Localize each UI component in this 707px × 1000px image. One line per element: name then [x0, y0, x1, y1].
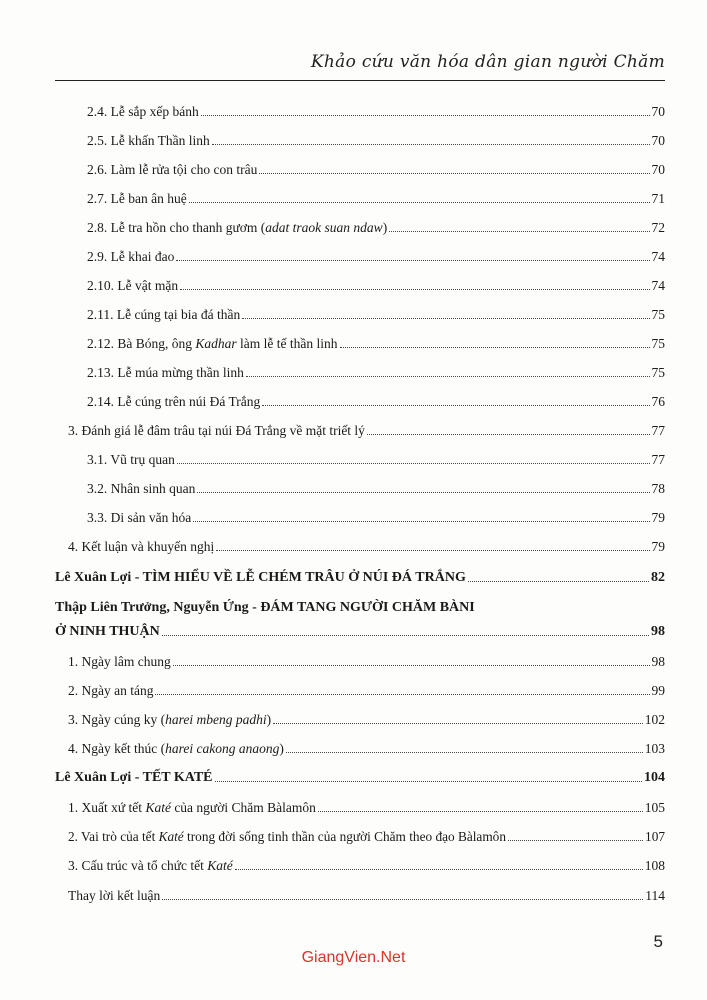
toc-entry-label: 4. Ngày kết thúc (harei cakong anaong) — [68, 741, 284, 756]
toc-chapter-page: 104 — [644, 770, 665, 785]
dot-leader — [216, 550, 649, 551]
toc-chapter-page: 82 — [651, 570, 665, 585]
toc-entry — [87, 336, 665, 352]
toc-chapter-label: Lê Xuân Lợi - TÌM HIỂU VỀ LỄ CHÉM TRÂU Ở NÚI ĐÁ TRẮNG — [55, 570, 466, 585]
dot-leader — [215, 781, 642, 782]
toc-entry-label: 4. Kết luận và khuyến nghị — [68, 539, 215, 554]
toc-chapter — [55, 770, 665, 786]
toc-entry-page: 102 — [644, 712, 665, 727]
toc-chapter — [55, 624, 665, 640]
toc-entry-page: 107 — [645, 829, 665, 844]
header-rule — [55, 80, 665, 81]
toc-entry-label: 2.6. Làm lễ rửa tội cho con trâu — [87, 162, 258, 177]
toc-entry-label: 3.2. Nhân sinh quan — [87, 481, 196, 496]
toc-entry-page: 98 — [651, 654, 665, 669]
toc-entry-page: 75 — [651, 307, 665, 322]
toc-entry — [87, 104, 665, 120]
toc-entry — [68, 654, 665, 670]
toc-entry-page: 75 — [651, 365, 665, 380]
toc-entry-label: 2.9. Lễ khai đao — [87, 249, 175, 264]
toc-entry-page: 78 — [651, 481, 665, 496]
toc-chapter-line1 — [55, 600, 475, 616]
dot-leader — [180, 289, 649, 290]
toc-entry-label: 1. Xuất xứ tết Katé của người Chăm Bàlamôn — [68, 800, 316, 815]
toc-entry — [87, 278, 665, 294]
toc-chapter — [55, 570, 665, 586]
toc-entry — [68, 888, 665, 904]
toc-entry-label: 2. Ngày an táng — [68, 683, 154, 698]
page-number: 5 — [653, 932, 663, 951]
toc-entry — [87, 162, 665, 178]
toc-entry-label: 2.10. Lễ vật mặn — [87, 278, 179, 293]
toc-entry-page: 70 — [651, 162, 665, 177]
toc-entry-page: 72 — [651, 220, 665, 235]
toc-entry-label: Thay lời kết luận — [68, 888, 161, 903]
toc-entry-label: 3. Ngày cúng ky (harei mbeng padhi) — [68, 712, 272, 727]
dot-leader — [193, 521, 649, 522]
dot-leader — [468, 581, 649, 582]
toc-entry — [68, 539, 665, 555]
toc-entry-label: 2.4. Lễ sắp xếp bánh — [87, 104, 199, 119]
toc-entry-label: 2.12. Bà Bóng, ông Kadhar làm lễ tế thần linh — [87, 336, 338, 351]
toc-entry — [87, 249, 665, 265]
toc-entry-page: 75 — [651, 336, 665, 351]
toc-entry-page: 70 — [651, 133, 665, 148]
toc-chapter-label: Lê Xuân Lợi - TẾT KATÉ — [55, 770, 213, 785]
dot-leader — [286, 752, 643, 753]
toc-entry-label: 3. Cấu trúc và tổ chức tết Katé — [68, 858, 233, 873]
running-header-title: Khảo cứu văn hóa dân gian người Chăm — [310, 52, 665, 72]
toc-entry-label: 2.11. Lễ cúng tại bia đá thần — [87, 307, 241, 322]
toc-entry — [68, 800, 665, 816]
toc-entry-page: 79 — [651, 510, 665, 525]
toc-entry-page: 105 — [644, 800, 665, 815]
toc-entry-page: 76 — [651, 394, 665, 409]
toc-entry — [87, 191, 665, 207]
toc-entry — [87, 133, 665, 149]
dot-leader — [259, 173, 649, 174]
dot-leader — [212, 144, 650, 145]
dot-leader — [389, 231, 649, 232]
toc-entry — [68, 858, 665, 874]
toc-entry-label: 2.5. Lễ khấn Thần linh — [87, 133, 210, 148]
toc-entry-page: 108 — [644, 858, 665, 873]
toc-entry — [87, 220, 665, 236]
dot-leader — [367, 434, 650, 435]
dot-leader — [177, 463, 650, 464]
toc-entry-page: 71 — [651, 191, 665, 206]
toc-entry — [87, 394, 665, 410]
toc-entry — [87, 510, 665, 526]
dot-leader — [176, 260, 649, 261]
toc-entry — [87, 481, 665, 497]
toc-entry-page: 77 — [651, 452, 665, 467]
toc-chapter-label: Ở NINH THUẬN — [55, 624, 160, 639]
dot-leader — [318, 811, 643, 812]
toc-entry — [68, 829, 665, 845]
dot-leader — [189, 202, 650, 203]
toc-entry-page: 74 — [651, 249, 665, 264]
dot-leader — [246, 376, 650, 377]
toc-entry — [68, 683, 665, 699]
toc-entry-page: 114 — [645, 888, 665, 903]
toc-entry-page: 79 — [651, 539, 665, 554]
toc-entry-page: 77 — [651, 423, 665, 438]
dot-leader — [162, 899, 643, 900]
toc-entry-label: 2. Vai trò của tết Katé trong đời sống tinh thần của người Chăm theo đạo Bàlamôn — [68, 829, 506, 844]
dot-leader — [273, 723, 643, 724]
toc-entry-label: 2.8. Lễ tra hồn cho thanh gươm (adat traok suan ndaw) — [87, 220, 388, 235]
toc-entry — [68, 712, 665, 728]
dot-leader — [235, 869, 643, 870]
toc-entry-label: 3.3. Di sản văn hóa — [87, 510, 192, 525]
dot-leader — [173, 665, 650, 666]
dot-leader — [340, 347, 650, 348]
watermark-text: GiangVien.Net — [301, 949, 406, 966]
toc-entry-page: 99 — [651, 683, 665, 698]
toc-chapter-label: Thập Liên Trưởng, Nguyễn Ứng - ĐÁM TANG NGƯỜI CHĂM BÀNI — [55, 600, 475, 615]
dot-leader — [201, 115, 650, 116]
dot-leader — [155, 694, 649, 695]
toc-entry-label: 3.1. Vũ trụ quan — [87, 452, 175, 467]
dot-leader — [197, 492, 649, 493]
toc-entry-label: 3. Đánh giá lễ đâm trâu tại núi Đá Trắng về mặt triết lý — [68, 423, 365, 438]
toc-entry — [68, 741, 665, 757]
toc-entry-label: 2.13. Lễ múa mừng thần linh — [87, 365, 244, 380]
toc-entry — [68, 423, 665, 439]
toc-entry-page: 103 — [644, 741, 665, 756]
toc-entry-label: 1. Ngày lâm chung — [68, 654, 171, 669]
toc-entry-page: 70 — [651, 104, 665, 119]
toc-chapter-page: 98 — [651, 624, 665, 639]
dot-leader — [162, 635, 649, 636]
dot-leader — [508, 840, 643, 841]
toc-entry-page: 74 — [651, 278, 665, 293]
toc-entry-label: 2.7. Lễ ban ân huệ — [87, 191, 187, 206]
toc-entry — [87, 452, 665, 468]
dot-leader — [262, 405, 649, 406]
toc-entry-label: 2.14. Lễ cúng trên núi Đá Trắng — [87, 394, 261, 409]
dot-leader — [242, 318, 649, 319]
toc-entry — [87, 365, 665, 381]
toc-entry — [87, 307, 665, 323]
